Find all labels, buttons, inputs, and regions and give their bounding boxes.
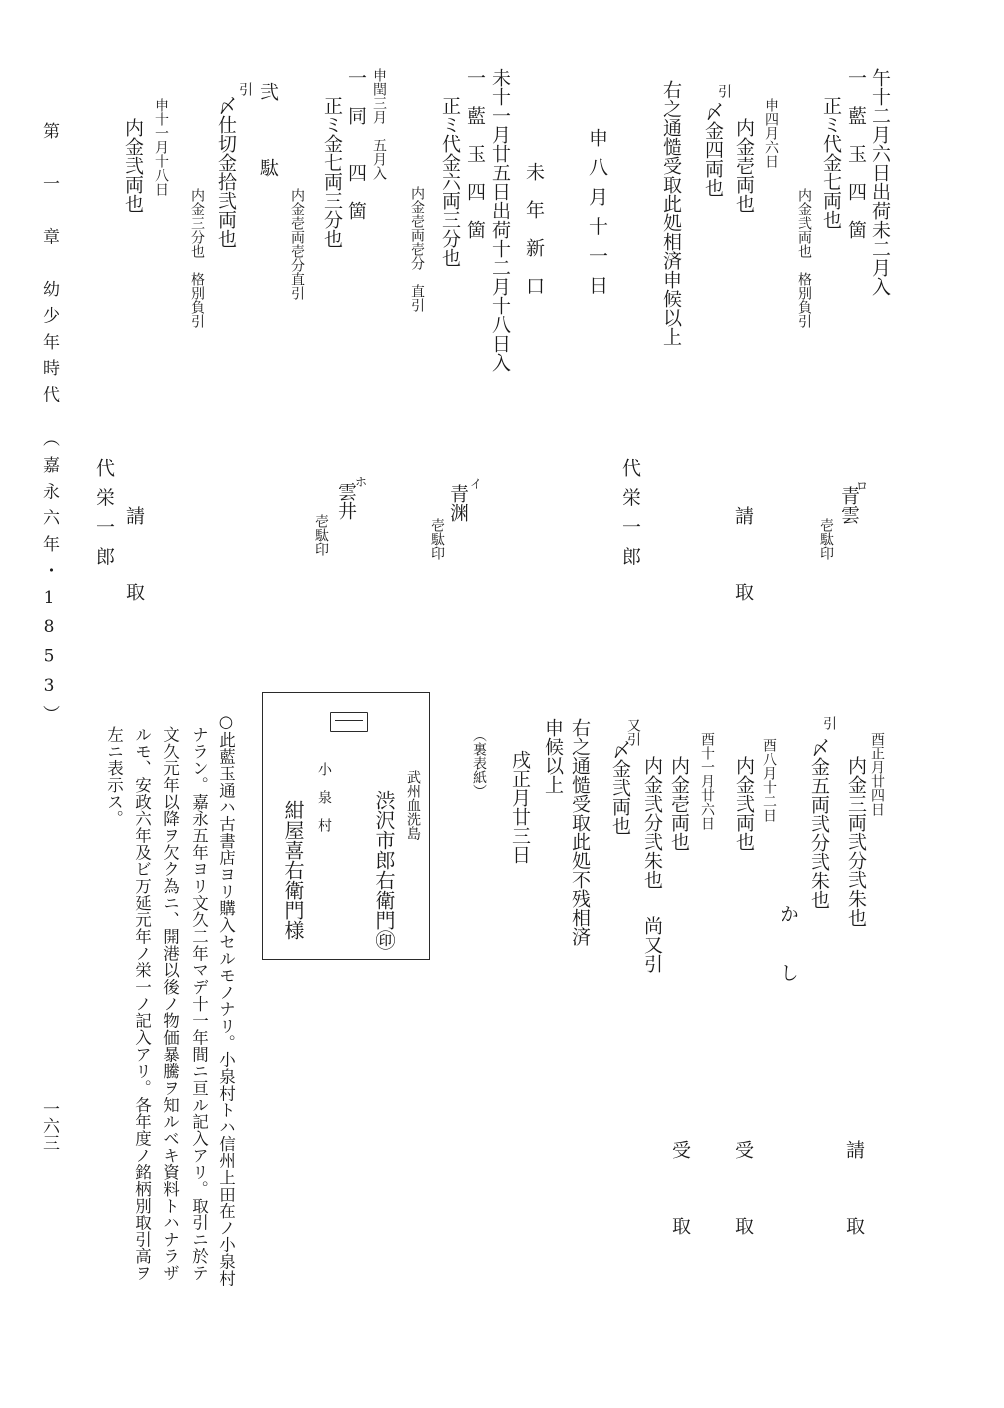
doc3-date1: 酉正月廿四日 bbox=[869, 732, 885, 816]
doc3-date3: 酉十一月廿六日 bbox=[699, 732, 715, 830]
running-head: 第 一 章 幼少年時代 （嘉永六年・1853） bbox=[39, 122, 59, 732]
doc2-line1-price: 正ミ代金六両三分也 bbox=[439, 96, 461, 267]
doc3-amount3a: 内金壱両也 bbox=[668, 756, 690, 851]
doc3-discount2-mark: 又引 bbox=[625, 718, 641, 746]
doc1-closing: 右之通慥受取此処相済申候以上 bbox=[660, 80, 682, 346]
doc1-receipt-label: 請 取 bbox=[732, 506, 754, 620]
commentary-line-1: ○此藍玉通ハ古書店ヨリ購入セルモノナリ。小泉村トハ信州上田在ノ小泉村 bbox=[216, 712, 236, 1287]
back-cover-tag bbox=[330, 712, 368, 732]
doc3-receipt3-label: 受 取 bbox=[669, 1140, 691, 1254]
doc2-line2-note: 内金壱両壱分直引 bbox=[289, 188, 305, 300]
doc3-receipt1-label: 請 取 bbox=[843, 1140, 865, 1254]
doc1-price: 正ミ代金七両也 bbox=[820, 96, 842, 229]
doc2-issuer: 代栄一郎 bbox=[93, 458, 115, 576]
doc3-amount3b: 内金弐分弐朱也 bbox=[641, 756, 663, 889]
back-cover-addressee: 渋沢市郎右衛門㊞ bbox=[372, 790, 396, 950]
doc1-discount-mark: 引 bbox=[716, 84, 732, 98]
back-cover-label: （裏表紙） bbox=[471, 728, 487, 798]
doc1-seal-note: 壱駄印 bbox=[818, 518, 834, 560]
doc3-lend-mark: か し bbox=[777, 904, 799, 993]
back-cover-sender: 紺屋喜右衛門様 bbox=[281, 800, 305, 940]
commentary-line-5: 左ニ表示ス。 bbox=[104, 726, 124, 827]
doc2-seal2-note: 壱駄印 bbox=[313, 514, 329, 556]
doc1-item: 一 藍 玉 四 箇 bbox=[845, 68, 867, 239]
doc2-seal2-name: 雲井 bbox=[335, 482, 357, 520]
doc2-total-note: 内金三分也 格別負引 bbox=[189, 188, 205, 328]
doc1-payment-date: 申四月六日 bbox=[763, 98, 779, 168]
commentary-line-2: ナラン。嘉永五年ヨリ文久二年マデ十一年間ニ亘ル記入アリ。取引ニ於テ bbox=[189, 726, 209, 1282]
doc2-total-label: 弐 駄 bbox=[257, 82, 279, 196]
doc1-seal-name: 青雲 bbox=[838, 486, 860, 524]
doc1-payment-amount: 内金壱両也 bbox=[733, 118, 755, 213]
doc2-line1-item: 一 藍 玉 四 箇 bbox=[464, 68, 486, 239]
doc2-seal2-mark: ホ bbox=[355, 475, 368, 489]
doc2-line1-date: 未十一月廿五日出荷十二月十八日入 bbox=[489, 68, 511, 372]
doc1-date: 申八月十一日 bbox=[586, 128, 608, 305]
doc2-receipt-label: 請 取 bbox=[123, 506, 145, 620]
doc2-line2-item: 一 同 四 箇 bbox=[345, 68, 367, 220]
page-number: 一六三 bbox=[39, 1100, 59, 1151]
doc1-seal-mark: ロ bbox=[856, 479, 869, 493]
doc3-discount-mark: 引 bbox=[821, 716, 837, 730]
doc2-discount-mark: 引 bbox=[237, 82, 253, 96]
doc3-note3: 尚又引 bbox=[641, 916, 663, 973]
doc3-date: 戌正月廿三日 bbox=[509, 750, 531, 864]
doc3-amount2: 内金弐両也 bbox=[733, 756, 755, 851]
doc2-line2-date: 申閏三月 五月入 bbox=[371, 68, 387, 180]
doc3-closing: 右之通慥受取此処不残相済 bbox=[569, 718, 591, 946]
doc2-line1-note: 内金壱両壱分 直引 bbox=[409, 186, 425, 312]
doc2-header: 未年新口 bbox=[523, 162, 545, 314]
doc2-payment-amount: 内金弐両也 bbox=[122, 118, 144, 213]
doc2-seal1-note: 壱駄印 bbox=[429, 518, 445, 560]
commentary-line-3: 文久元年以降ヲ欠ク為ニ、開港以後ノ物価暴騰ヲ知ルベキ資料トハナラザ bbox=[160, 726, 180, 1282]
doc3-discount-amount: 〆金五両弐分弐朱也 bbox=[808, 738, 830, 909]
back-cover-place: 武州血洗島 bbox=[405, 770, 421, 840]
doc1-discount-amount: 〆金四両也 bbox=[702, 102, 724, 197]
doc2-seal1-mark: イ bbox=[470, 477, 483, 491]
doc3-receipt2-label: 受 取 bbox=[732, 1140, 754, 1254]
doc3-closing2: 申候以上 bbox=[542, 718, 564, 794]
doc3-amount3c: 〆金弐両也 bbox=[609, 740, 631, 835]
commentary-line-4: ルモ、安政六年及ビ万延元年ノ栄一ノ記入アリ。各年度ノ銘柄別取引高ヲ bbox=[132, 726, 152, 1282]
doc3-amount1: 内金三両弐分弐朱也 bbox=[845, 756, 867, 927]
doc3-date2: 酉八月十二日 bbox=[761, 738, 777, 822]
doc2-seal1-name: 青渊 bbox=[447, 484, 469, 522]
doc1-issuer: 代栄一郎 bbox=[619, 458, 641, 576]
doc1-shipping-date: 午十二月六日出荷未二月入 bbox=[869, 68, 891, 296]
doc2-line2-price: 正ミ金七両三分也 bbox=[321, 96, 343, 248]
doc2-total-amount: 〆仕切金拾弐両也 bbox=[215, 96, 237, 248]
doc2-payment-date: 申十一月十八日 bbox=[153, 98, 169, 196]
doc1-discount-note: 内金弐両也 格別負引 bbox=[796, 188, 812, 328]
back-cover-village: 小 泉 村 bbox=[316, 762, 332, 832]
